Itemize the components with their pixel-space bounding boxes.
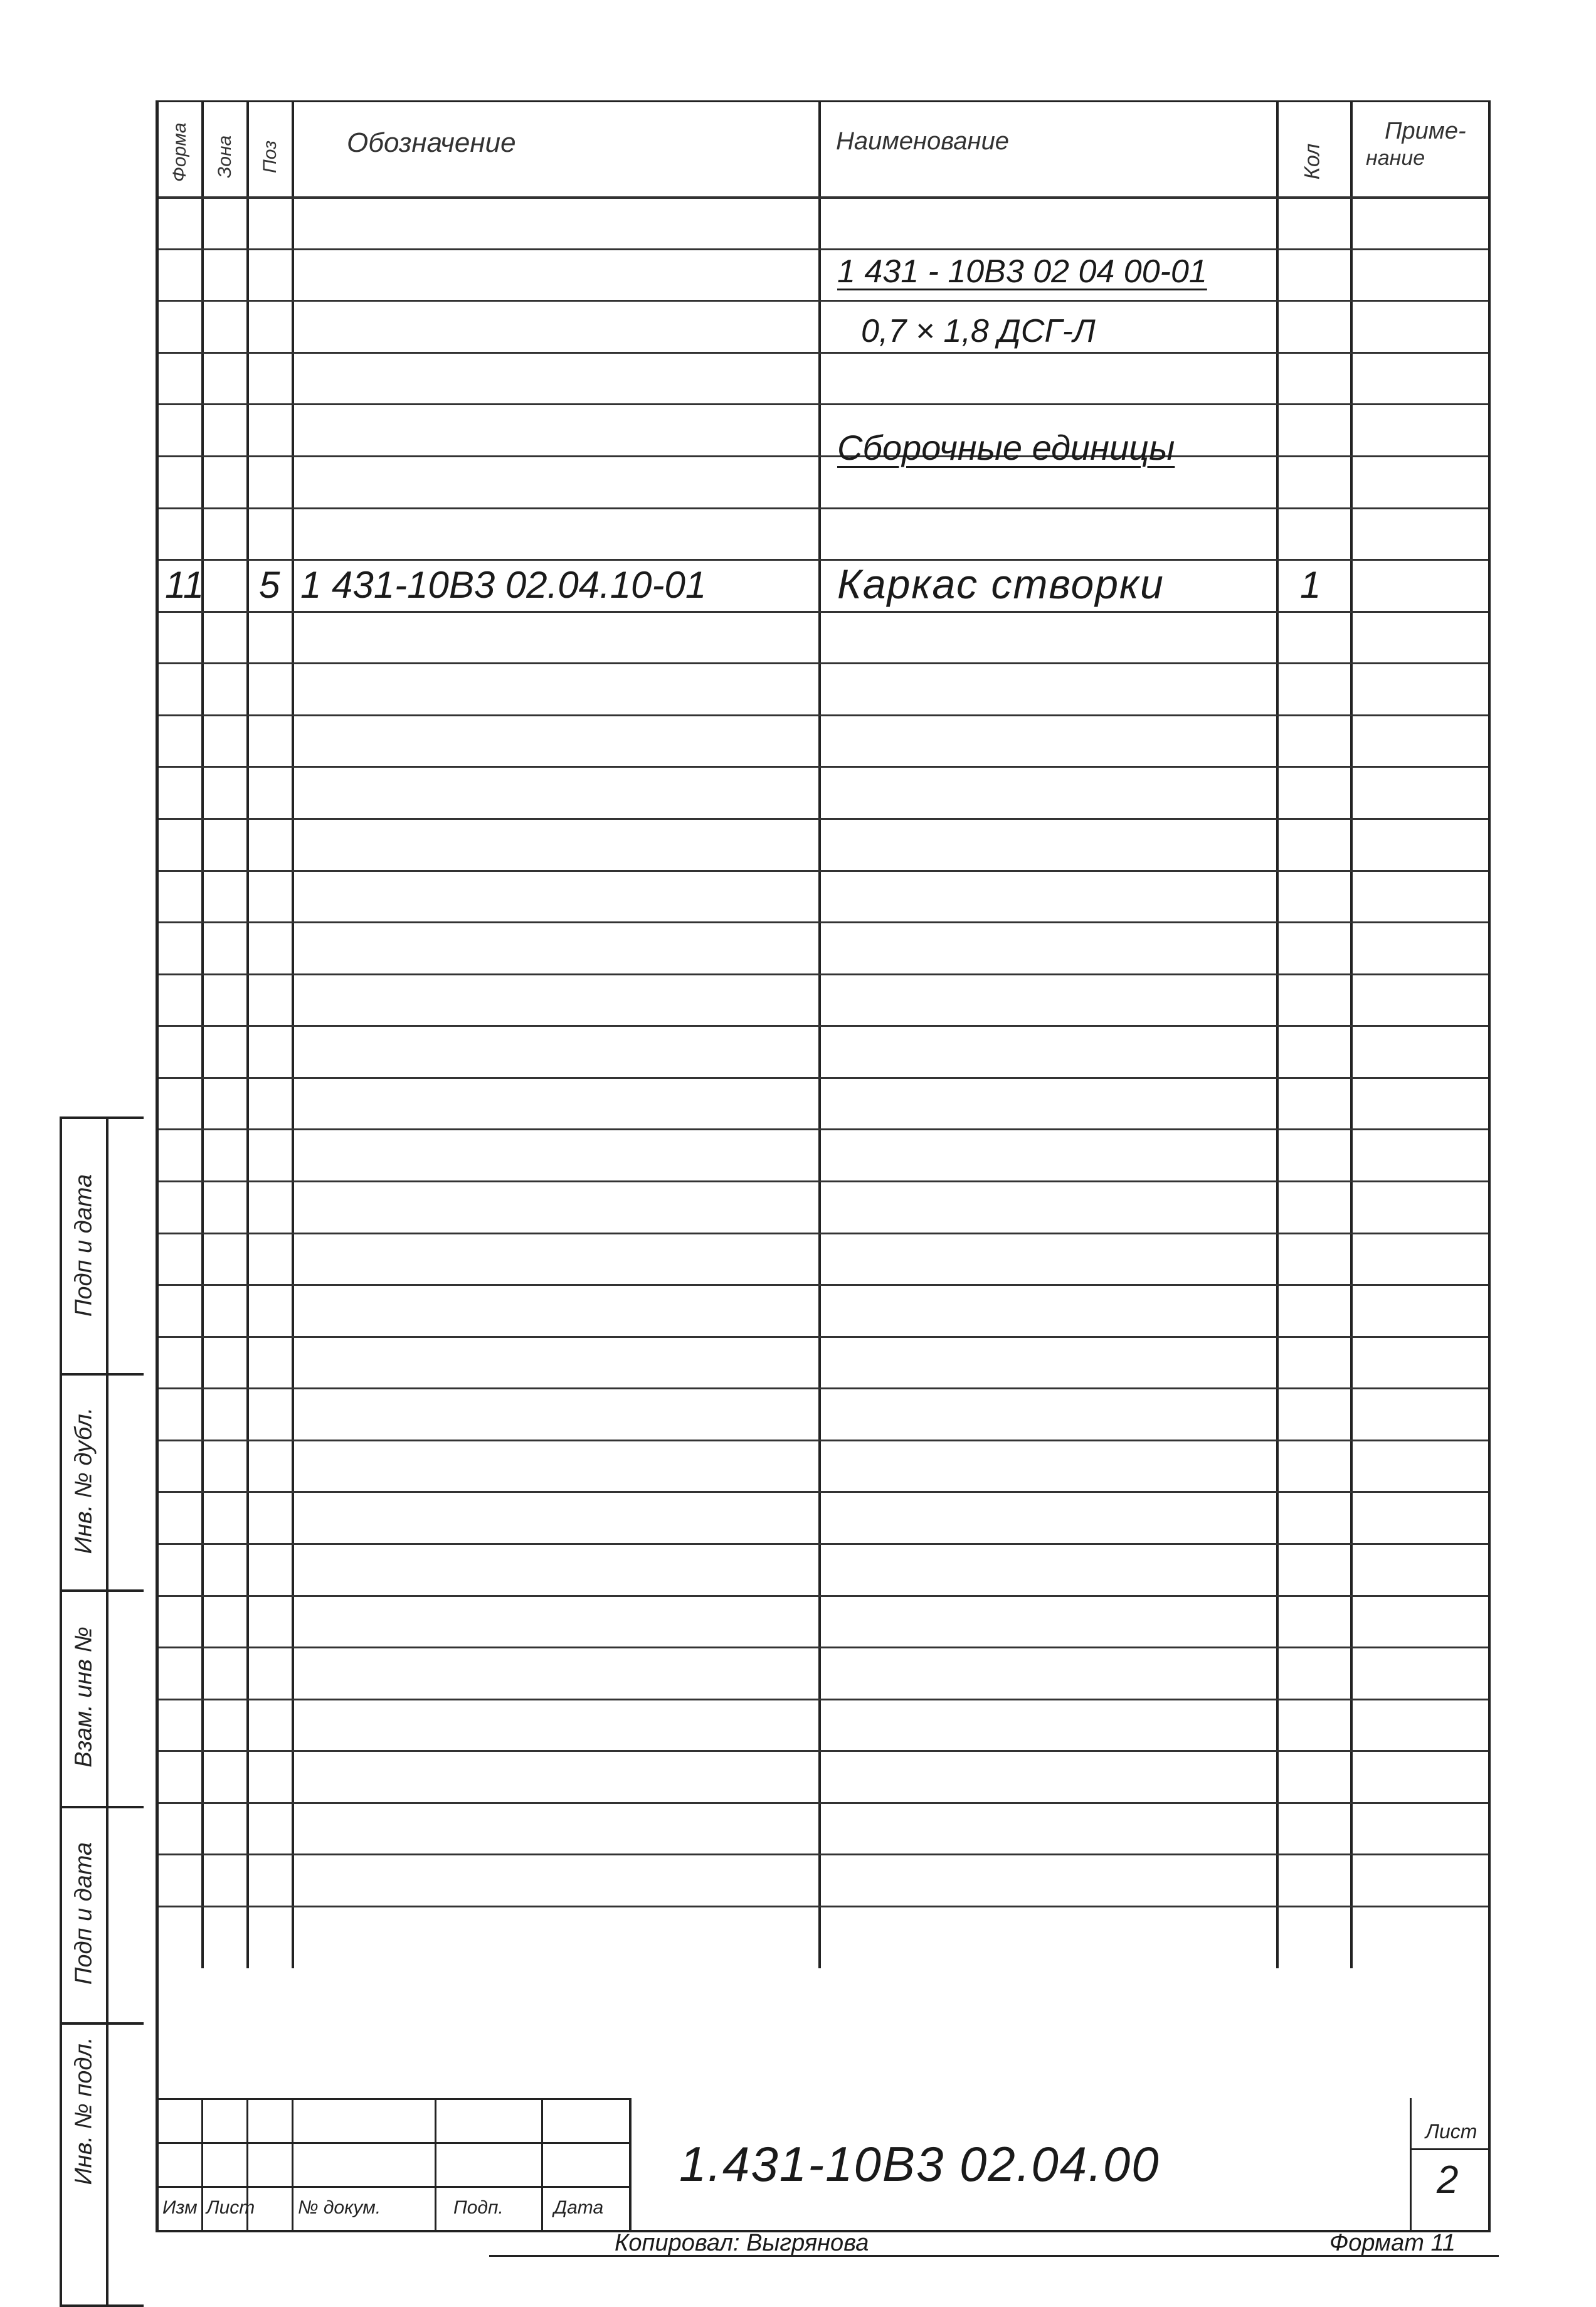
row-line bbox=[159, 818, 1488, 820]
side-stamp-divider bbox=[62, 1589, 144, 1592]
row-line bbox=[159, 1233, 1488, 1234]
side-stamp-divider bbox=[62, 1806, 144, 1808]
item-quantity: 1 bbox=[1300, 564, 1321, 606]
side-label-sign-date-top: Подп и дата bbox=[70, 1174, 97, 1317]
row-line bbox=[159, 921, 1488, 923]
row-line bbox=[159, 1128, 1488, 1130]
sheet-label: Лист bbox=[1425, 2120, 1477, 2143]
sheet-box-line bbox=[1410, 2148, 1488, 2150]
row-line bbox=[159, 352, 1488, 354]
row-line bbox=[159, 559, 1488, 561]
row-line bbox=[159, 455, 1488, 457]
row-line bbox=[159, 611, 1488, 613]
label-date: Дата bbox=[554, 2197, 604, 2218]
row-line bbox=[159, 507, 1488, 509]
header-bottom-line bbox=[159, 196, 1488, 199]
row-line bbox=[159, 973, 1488, 975]
title-block-divider bbox=[292, 2098, 293, 2230]
row-line bbox=[159, 1387, 1488, 1389]
title-block-divider bbox=[435, 2098, 436, 2230]
item-position: 5 bbox=[259, 564, 280, 606]
header-note-line2: нание bbox=[1366, 146, 1425, 170]
row-line bbox=[159, 1440, 1488, 1441]
row-line bbox=[159, 403, 1488, 405]
row-line bbox=[159, 1077, 1488, 1079]
col-divider-designation bbox=[818, 102, 821, 1968]
header-designation: Обозначение bbox=[347, 127, 516, 158]
copied-by: Копировал: Выгрянова bbox=[615, 2230, 869, 2256]
col-divider-zone bbox=[246, 102, 249, 1968]
paper-format: Формат 11 bbox=[1329, 2230, 1456, 2256]
label-change: Изм bbox=[162, 2197, 198, 2218]
row-line bbox=[159, 870, 1488, 872]
title-block bbox=[156, 1966, 1491, 2232]
header-name: Наименование bbox=[836, 127, 1010, 155]
col-divider-qty bbox=[1350, 102, 1353, 1968]
title-block-line bbox=[159, 2186, 629, 2188]
row-line bbox=[159, 1750, 1488, 1752]
row-line bbox=[159, 1647, 1488, 1648]
side-label-original-inv: Инв. № подл. bbox=[70, 2037, 97, 2185]
side-label-replace-inv: Взам. инв № bbox=[70, 1626, 97, 1768]
col-divider-name bbox=[1276, 102, 1279, 1968]
row-line bbox=[159, 1491, 1488, 1493]
title-block-divider bbox=[629, 2098, 632, 2230]
row-line bbox=[159, 248, 1488, 250]
specification-table bbox=[156, 100, 1491, 1968]
sheet-box-divider bbox=[1410, 2098, 1412, 2230]
section-assembly-units: Сборочные единицы bbox=[837, 428, 1175, 467]
row-line bbox=[159, 300, 1488, 302]
header-zone: Зона bbox=[214, 135, 235, 179]
label-document-number: № докум. bbox=[298, 2197, 381, 2218]
title-block-divider bbox=[201, 2098, 203, 2230]
label-sheet: Лист bbox=[206, 2197, 255, 2218]
title-block-divider bbox=[541, 2098, 543, 2230]
row-line bbox=[159, 1284, 1488, 1286]
row-line bbox=[159, 1025, 1488, 1027]
row-line bbox=[159, 1906, 1488, 1907]
row-line bbox=[159, 1699, 1488, 1700]
item-designation: 1 431-10В3 02.04.10-01 bbox=[300, 564, 707, 606]
col-divider-format bbox=[201, 102, 204, 1968]
side-stamp bbox=[60, 1116, 144, 2307]
label-signature: Подп. bbox=[453, 2197, 504, 2218]
side-stamp-divider bbox=[62, 1373, 144, 1376]
row-line bbox=[159, 1336, 1488, 1338]
door-size: 0,7 × 1,8 ДСГ-Л bbox=[861, 313, 1096, 349]
footer-underline bbox=[489, 2255, 1499, 2257]
row-line bbox=[159, 662, 1488, 664]
title-block-line bbox=[159, 2142, 629, 2144]
row-line bbox=[159, 1802, 1488, 1804]
header-qty: Кол bbox=[1300, 143, 1324, 180]
header-note-line1: Приме- bbox=[1385, 118, 1466, 144]
side-label-duplicate-inv: Инв. № дубл. bbox=[70, 1407, 97, 1554]
title-block-line bbox=[159, 2098, 629, 2100]
row-line bbox=[159, 766, 1488, 768]
row-line bbox=[159, 1595, 1488, 1597]
header-format: Фоpма bbox=[169, 122, 190, 182]
sheet-number: 2 bbox=[1437, 2158, 1459, 2202]
header-pos: Поз bbox=[260, 140, 280, 174]
row-line bbox=[159, 1180, 1488, 1182]
item-format: 11 bbox=[165, 564, 204, 606]
document-code: 1 431 - 10В3 02 04 00-01 bbox=[837, 253, 1207, 290]
row-line bbox=[159, 1854, 1488, 1855]
col-divider-pos bbox=[292, 102, 294, 1968]
row-line bbox=[159, 1543, 1488, 1545]
side-label-sign-date-bottom: Подп и дата bbox=[70, 1842, 97, 1985]
title-block-code: 1.431-10В3 02.04.00 bbox=[679, 2136, 1160, 2192]
item-name: Каркас створки bbox=[837, 561, 1165, 607]
row-line bbox=[159, 714, 1488, 716]
